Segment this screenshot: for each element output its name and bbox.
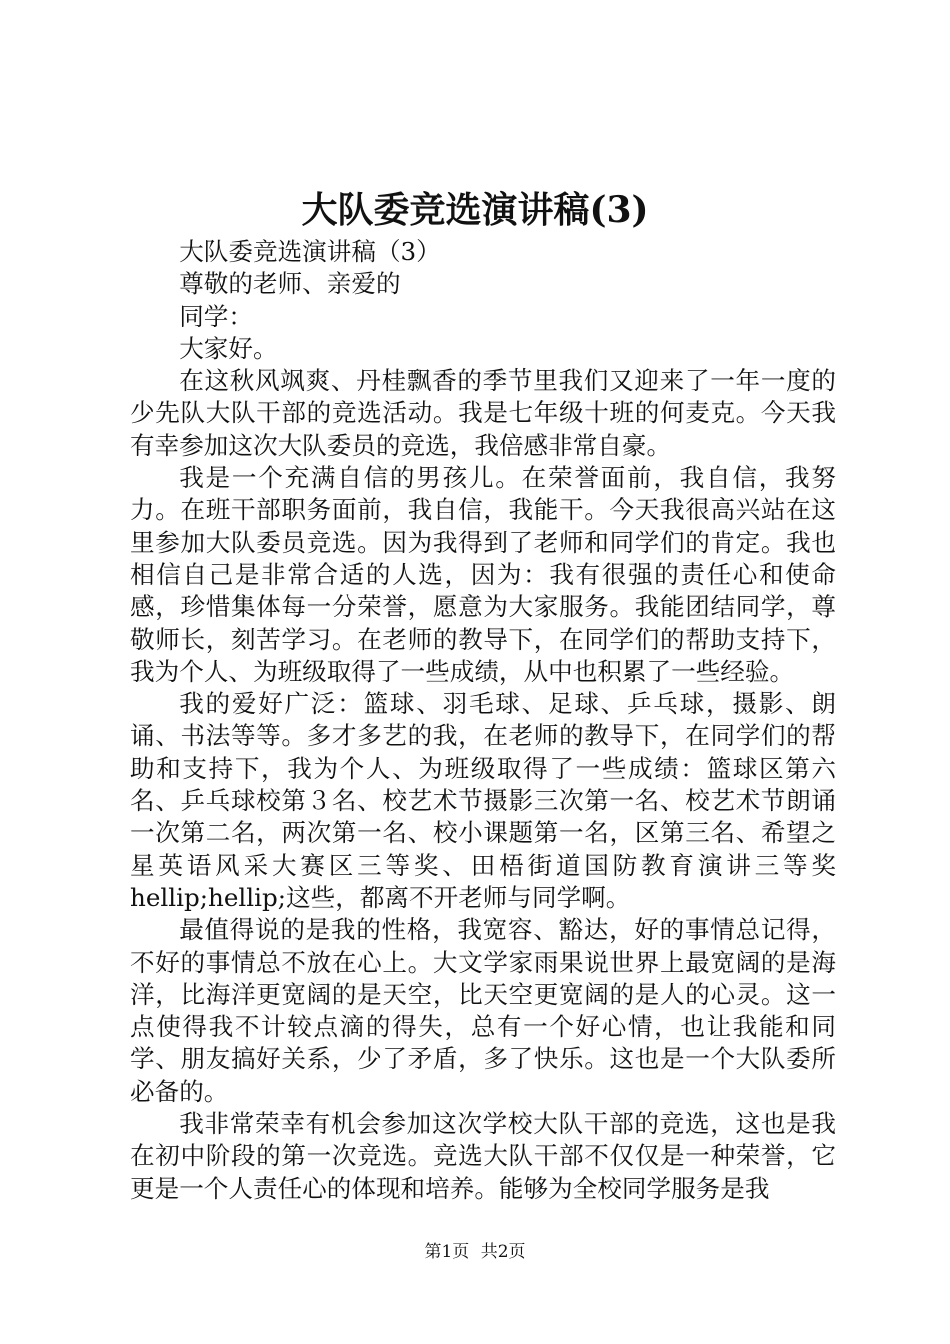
- paragraph-greeting: 大家好。: [179, 333, 278, 363]
- document-body: [130, 236, 836, 1205]
- paragraph-intro: 在这秋风飒爽、丹桂飘香的季节里我们又迎来了一年一度的少先队大队干部的竞选活动。我是七年级十班的何麦克。今天我有幸参加这次大队委员的竞选，我倍感非常自豪。: [130, 366, 836, 460]
- document-title: 大队委竞选演讲稿(3): [301, 189, 649, 231]
- paragraph-honor: 我非常荣幸有机会参加这次学校大队干部的竞选，这也是我在初中阶段的第一次竞选。竞选大队干部不仅仅是一种荣誉，它更是一个人责任心的体现和培养。能够为全校同学服务是我: [130, 1109, 836, 1203]
- paragraph-salutation-cont: 同学：: [179, 301, 253, 331]
- page-total: 共2页: [480, 1242, 526, 1262]
- paragraph-hobbies: 我的爱好广泛：篮球、羽毛球、足球、乒乓球，摄影、朗诵、书法等等。多才多艺的我，在老师的教导下，在同学们的帮助和支持下，我为个人、为班级取得了一些成绩：篮球区第六名、乒乓球校第３名、校艺术节摄影三次第一名、校艺术节朗诵一次第二名，两次第一名、校小课题第一名，区第三名、希望之星英语风采大赛区三等奖、田梧街道国防教育演讲三等奖hellip;hellip;这些，都离不开老师与同学啊。: [130, 689, 836, 912]
- page-number: 第1页: [424, 1242, 470, 1262]
- paragraph-salutation: 尊敬的老师、亲爱的: [179, 269, 401, 299]
- paragraph-heading-repeat: 大队委竞选演讲稿（3）: [179, 237, 441, 266]
- page-footer: [0, 1240, 950, 1264]
- paragraph-confidence: 我是一个充满自信的男孩儿。在荣誉面前，我自信，我努力。在班干部职务面前，我自信，我能干。今天我很高兴站在这里参加大队委员竞选。因为我得到了老师和同学们的肯定。我也相信自己是非常合适的人选，因为：我有很强的责任心和使命感，珍惜集体每一分荣誉，愿意为大家服务。我能团结同学，尊敬师长，刻苦学习。在老师的教导下，在同学们的帮助支持下，我为个人、为班级取得了一些成绩，从中也积累了一些经验。: [130, 463, 836, 686]
- paragraph-personality: 最值得说的是我的性格，我宽容、豁达，好的事情总记得，不好的事情总不放在心上。大文学家雨果说世界上最宽阔的是海洋，比海洋更宽阔的是天空，比天空更宽阔的是人的心灵。这一点使得我不计较点滴的得失，总有一个好心情，也让我能和同学、朋友搞好关系，少了矛盾，多了快乐。这也是一个大队委所必备的。: [130, 915, 836, 1106]
